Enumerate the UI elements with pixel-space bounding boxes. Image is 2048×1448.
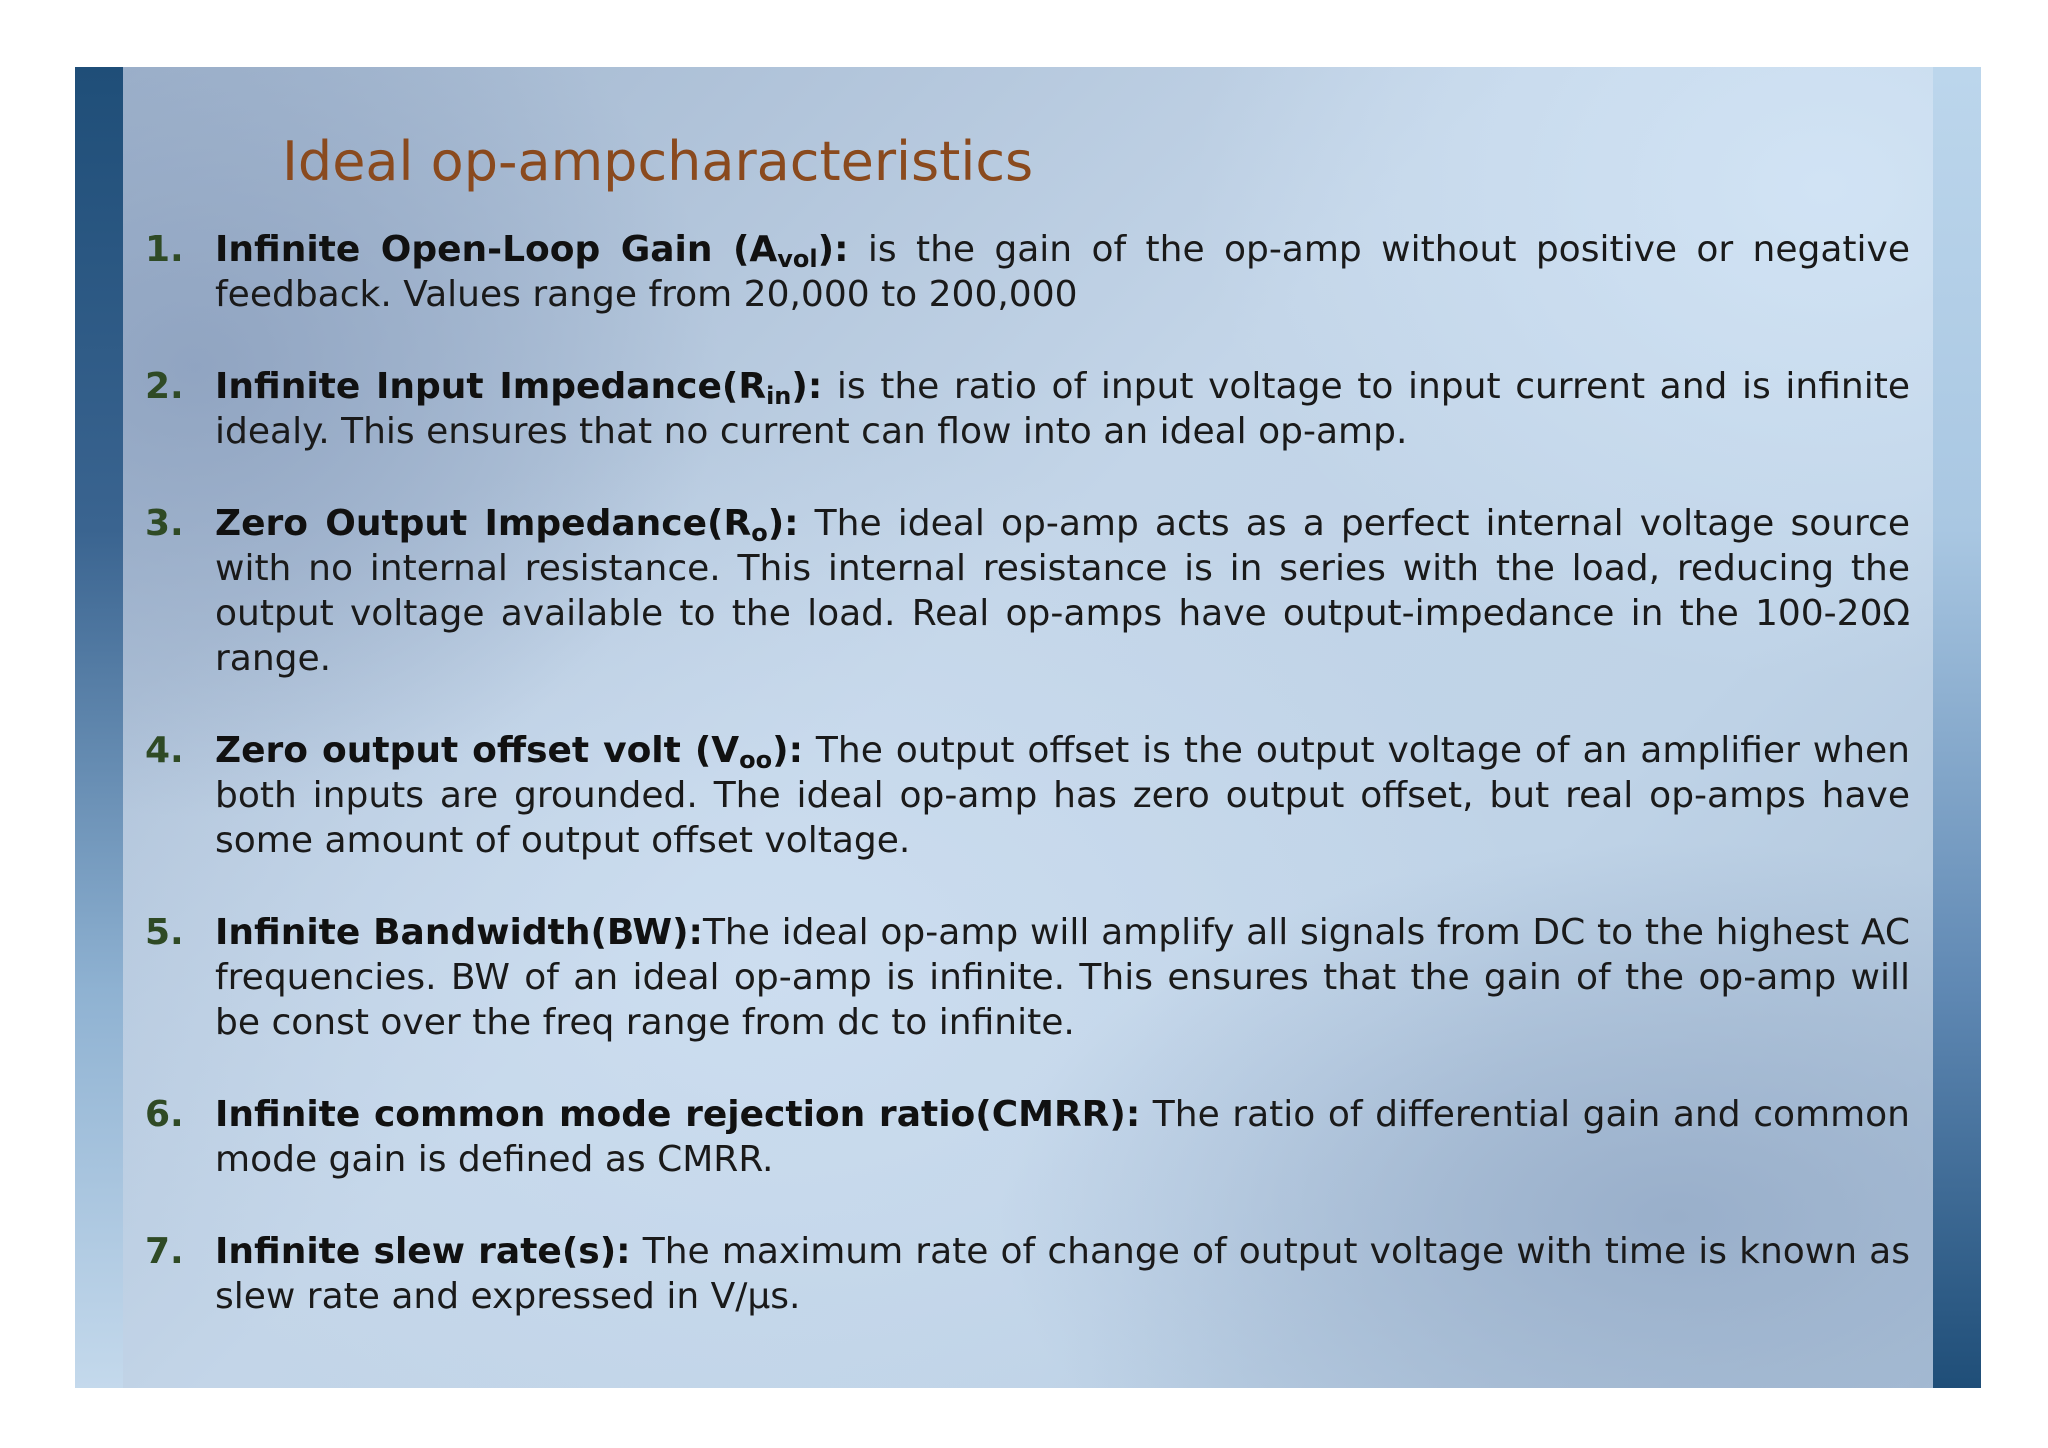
term-label: Infinite Open-Loop Gain (A bbox=[215, 229, 778, 270]
term-label: Zero output offset volt (V bbox=[215, 730, 740, 771]
list-item bbox=[145, 1092, 1910, 1182]
item-term bbox=[215, 730, 804, 774]
list-item bbox=[145, 227, 1910, 317]
slide-title: Ideal op-ampcharacteristics bbox=[282, 130, 1034, 193]
item-number: 6. bbox=[145, 1094, 184, 1135]
item-description: The output offset is the output voltage of an amplifier when both inputs are grounded. The ideal op-amp has zero output offset, but real op-amps have some amount of output offset voltage. bbox=[215, 730, 1910, 861]
item-number: 1. bbox=[145, 229, 184, 270]
item-term bbox=[215, 912, 703, 953]
term-end: ): bbox=[772, 730, 804, 771]
item-term bbox=[215, 1231, 631, 1272]
term-end: ): bbox=[791, 366, 823, 407]
item-description: The maximum rate of change of output voltage with time is known as slew rate and expressed in V/µs. bbox=[215, 1231, 1910, 1317]
slide bbox=[75, 67, 1981, 1388]
term-subscript: oo bbox=[739, 746, 773, 774]
item-description: is the ratio of input voltage to input current and is infinite idealy. This ensures that no current can flow into an ideal op-amp. bbox=[215, 366, 1910, 452]
item-number: 5. bbox=[145, 912, 184, 953]
characteristics-list bbox=[145, 227, 1981, 1366]
term-label: Infinite Bandwidth(BW): bbox=[215, 912, 703, 953]
item-number: 2. bbox=[145, 366, 184, 407]
list-item bbox=[145, 501, 1910, 681]
item-number: 4. bbox=[145, 730, 184, 771]
item-number: 3. bbox=[145, 503, 184, 544]
left-accent-bar bbox=[75, 67, 123, 1388]
term-label: Infinite Input Impedance(R bbox=[215, 366, 767, 407]
term-end: ): bbox=[767, 503, 799, 544]
item-term bbox=[215, 503, 799, 547]
term-label: Infinite slew rate(s): bbox=[215, 1231, 631, 1272]
item-description: The ideal op-amp acts as a perfect internal voltage source with no internal resistance. This internal resistance is in series with the load, reducing the output voltage available to the load. Real op-amps have output-impedance in the 100-20Ω range. bbox=[215, 503, 1910, 679]
item-term bbox=[215, 366, 823, 410]
term-subscript: vol bbox=[777, 245, 818, 273]
term-subscript: o bbox=[751, 519, 768, 547]
list-item bbox=[145, 364, 1910, 454]
item-description: is the gain of the op-amp without positive or negative feedback. Values range from 20,000 to 200,000 bbox=[215, 229, 1910, 315]
item-description: The ratio of differential gain and common mode gain is defined as CMRR. bbox=[215, 1094, 1910, 1180]
list-item bbox=[145, 910, 1910, 1045]
term-label: Infinite common mode rejection ratio(CMRR): bbox=[215, 1094, 1141, 1135]
list-item bbox=[145, 728, 1910, 863]
term-end: ): bbox=[817, 229, 849, 270]
item-term bbox=[215, 229, 849, 273]
term-subscript: in bbox=[766, 382, 792, 410]
term-label: Zero Output Impedance(R bbox=[215, 503, 752, 544]
item-number: 7. bbox=[145, 1231, 184, 1272]
list-item bbox=[145, 1229, 1910, 1319]
item-term bbox=[215, 1094, 1140, 1135]
item-description: The ideal op-amp will amplify all signals from DC to the highest AC frequencies. BW of an ideal op-amp is infinite. This ensures that the gain of the op-amp will be const over the freq range from dc to infinite. bbox=[215, 912, 1910, 1043]
